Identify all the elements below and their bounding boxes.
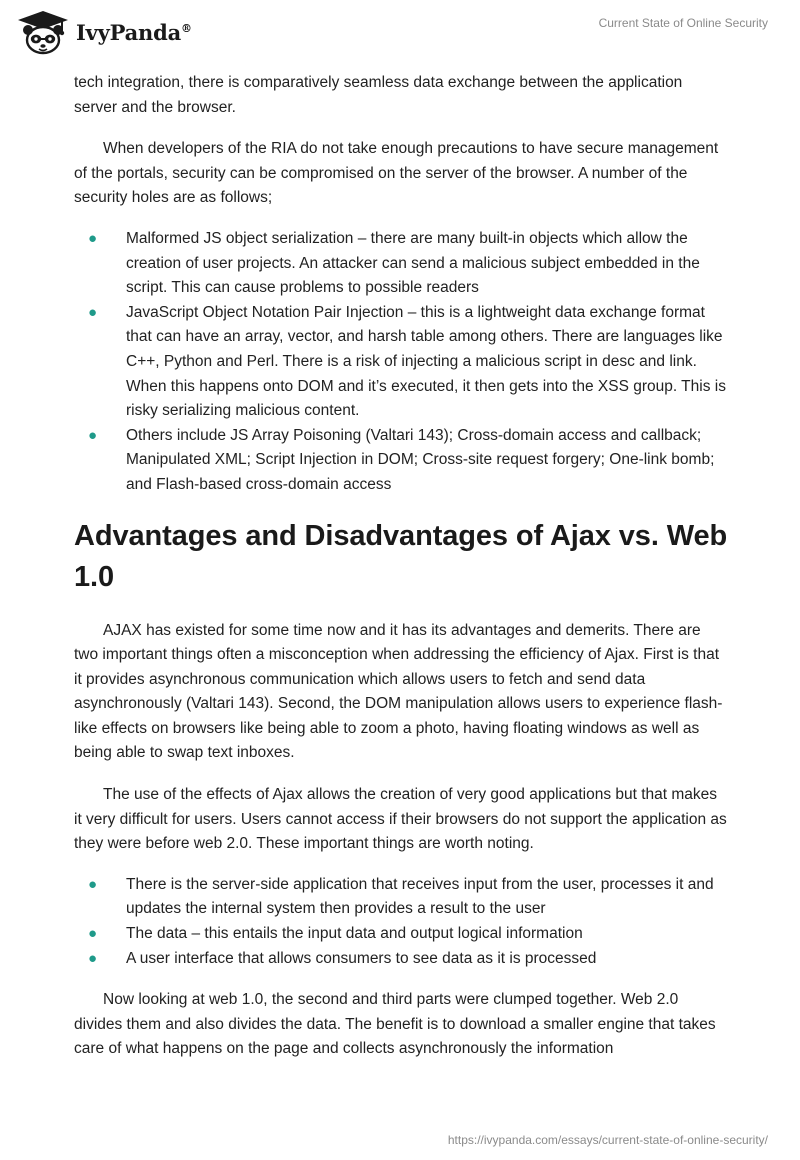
list-item: ● Malformed JS object serialization – there are many built-in objects which allow the creation of user projects. An attacker can send a malicious subject embedded in the script. This can cause problems to possible readers: [74, 227, 728, 301]
bullet-icon: ●: [88, 229, 98, 247]
page-header: [0, 0, 800, 64]
list-item: ● Others include JS Array Poisoning (Valtari 143); Cross-domain access and callback; Manipulated XML; Script Injection in DOM; Cross-site request forgery; One-link bomb; and Flash-based cross-domain access: [74, 424, 728, 498]
bullet-icon: ●: [88, 925, 98, 943]
paragraph-continuation: tech integration, there is comparatively seamless data exchange between the application server and the browser.: [74, 74, 683, 116]
security-holes-list: [74, 227, 728, 498]
ajax-parts-list: [74, 873, 728, 971]
section-heading: Advantages and Disadvantages of Ajax vs. Web 1.0: [74, 519, 728, 593]
bullet-icon: ●: [88, 949, 98, 967]
panda-graduate-icon: [14, 8, 72, 56]
brand-name: IvyPanda®: [76, 19, 192, 45]
bullet-icon: ●: [88, 426, 98, 444]
list-item: ● A user interface that allows consumers to see data as it is processed: [74, 947, 728, 972]
paragraph-intro: When developers of the RIA do not take enough precautions to have secure management of the portals, security can be compromised on the server of the browser. A number of the security holes are as follows;: [74, 140, 719, 207]
list-item: ● The data – this entails the input data and output logical information: [74, 922, 728, 947]
ivypanda-logo[interactable]: [14, 8, 192, 56]
bullet-icon: ●: [88, 875, 98, 893]
bullet-icon: ●: [88, 303, 98, 321]
paragraph-ajax: AJAX has existed for some time now and it has its advantages and demerits. There are two important things often a misconception when addressing the efficiency of Ajax. First is that it provides asynchronous communication which allows users to fetch and send data asynchronously (Valtari 143). Second, the DOM manipulation allows users to experience flash-like effects on browsers like being able to zoom a photo, having floating windows as well as being able to swap text inboxes.: [74, 621, 723, 762]
document-title: Current State of Online Security: [598, 16, 768, 30]
essay-content: [74, 71, 728, 1062]
paragraph-effects: The use of the effects of Ajax allows the creation of very good applications but that makes it very difficult for users. Users cannot access if their browsers do not support the application as they were before web 2.0. These important things are worth noting.: [74, 786, 727, 853]
paragraph-web1: Now looking at web 1.0, the second and third parts were clumped together. Web 2.0 divides them and also divides the data. The benefit is to download a smaller engine that takes care of what happens on the page and collects asynchronously the information: [74, 991, 716, 1058]
list-item: ● There is the server-side application that receives input from the user, processes it and updates the internal system then provides a result to the user: [74, 873, 728, 922]
source-url-link[interactable]: https://ivypanda.com/essays/current-state-of-online-security/: [447, 1133, 768, 1147]
list-item: ● JavaScript Object Notation Pair Injection – this is a lightweight data exchange format that can have an array, vector, and harsh table among others. There are languages like C++, Python and Perl. There is a risk of injecting a malicious script in desc and link. When this happens onto DOM and it’s executed, it then gets into the XSS group. This is risky serializing malicious content.: [74, 301, 728, 424]
